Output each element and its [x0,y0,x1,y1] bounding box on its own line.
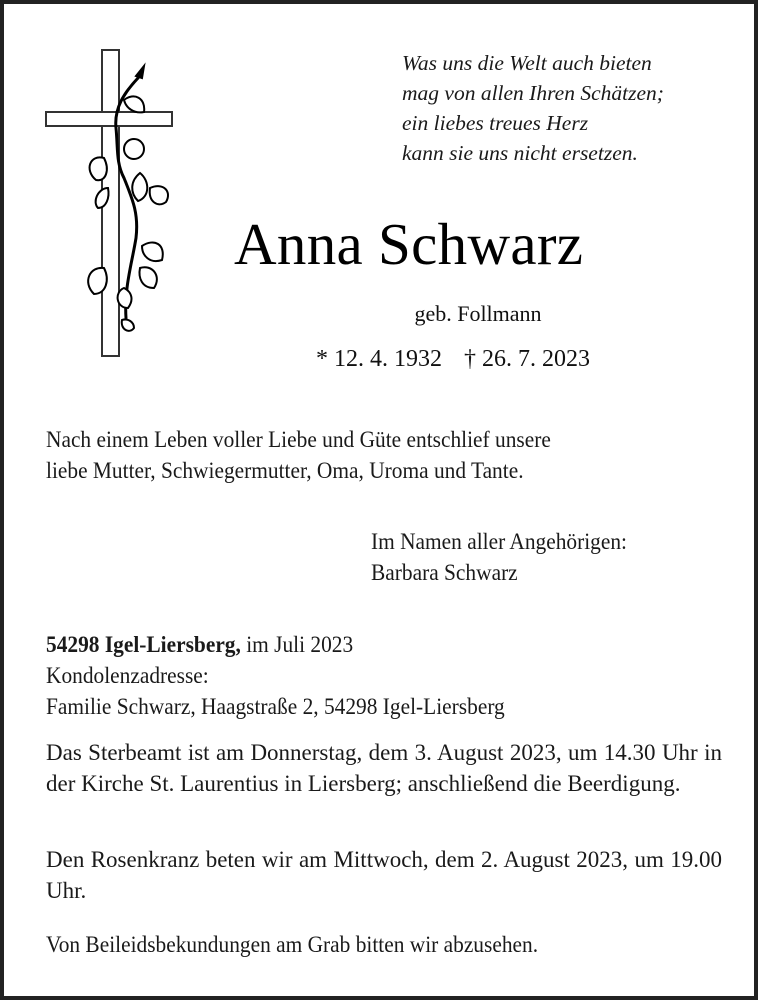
place-name: 54298 Igel-Liersberg, [46,632,241,657]
obituary-card [4,4,754,996]
birth-date: * 12. 4. 1932 [316,346,442,372]
poem-line: kann sie uns nicht ersetzen. [402,141,638,165]
closing-note: Von Beileidsbekundungen am Grab bitten wir abzusehen. [46,932,539,957]
poem-line: mag von allen Ihren Schätzen; [402,81,664,105]
death-date: † 26. 7. 2023 [464,346,590,372]
condolence-address: Familie Schwarz, Haagstraße 2, 54298 Igel-Liersberg [46,694,505,719]
place-date-line [46,629,505,660]
birth-name: geb. Follmann [414,301,542,326]
condolence-label: Kondolenzadresse: [46,663,209,688]
poem-line: ein liebes treues Herz [402,111,589,135]
location-block [46,629,505,722]
announcement-date: im Juli 2023 [240,632,354,657]
poem-line: Was uns die Welt auch bieten [402,51,652,75]
signature [371,526,627,588]
announcement [46,424,551,486]
deceased-name: Anna Schwarz [234,211,584,277]
requiem-info: Das Sterbeamt ist am Donnerstag, dem 3. August 2023, um 14.30 Uhr in der Kirche St. Laurentius in Liersberg; anschließend die Beerdigung. [46,740,722,796]
life-dates [4,344,758,374]
poem [402,48,664,168]
signature-name: Barbara Schwarz [371,560,518,585]
rosary-info: Den Rosenkranz beten wir am Mittwoch, dem 2. August 2023, um 19.00 Uhr. [46,847,722,903]
announcement-line: liebe Mutter, Schwiegermutter, Oma, Uroma und Tante. [46,458,524,483]
announcement-line: Nach einem Leben voller Liebe und Güte entschlief unsere [46,427,551,452]
signature-line: Im Namen aller Angehörigen: [371,529,628,554]
